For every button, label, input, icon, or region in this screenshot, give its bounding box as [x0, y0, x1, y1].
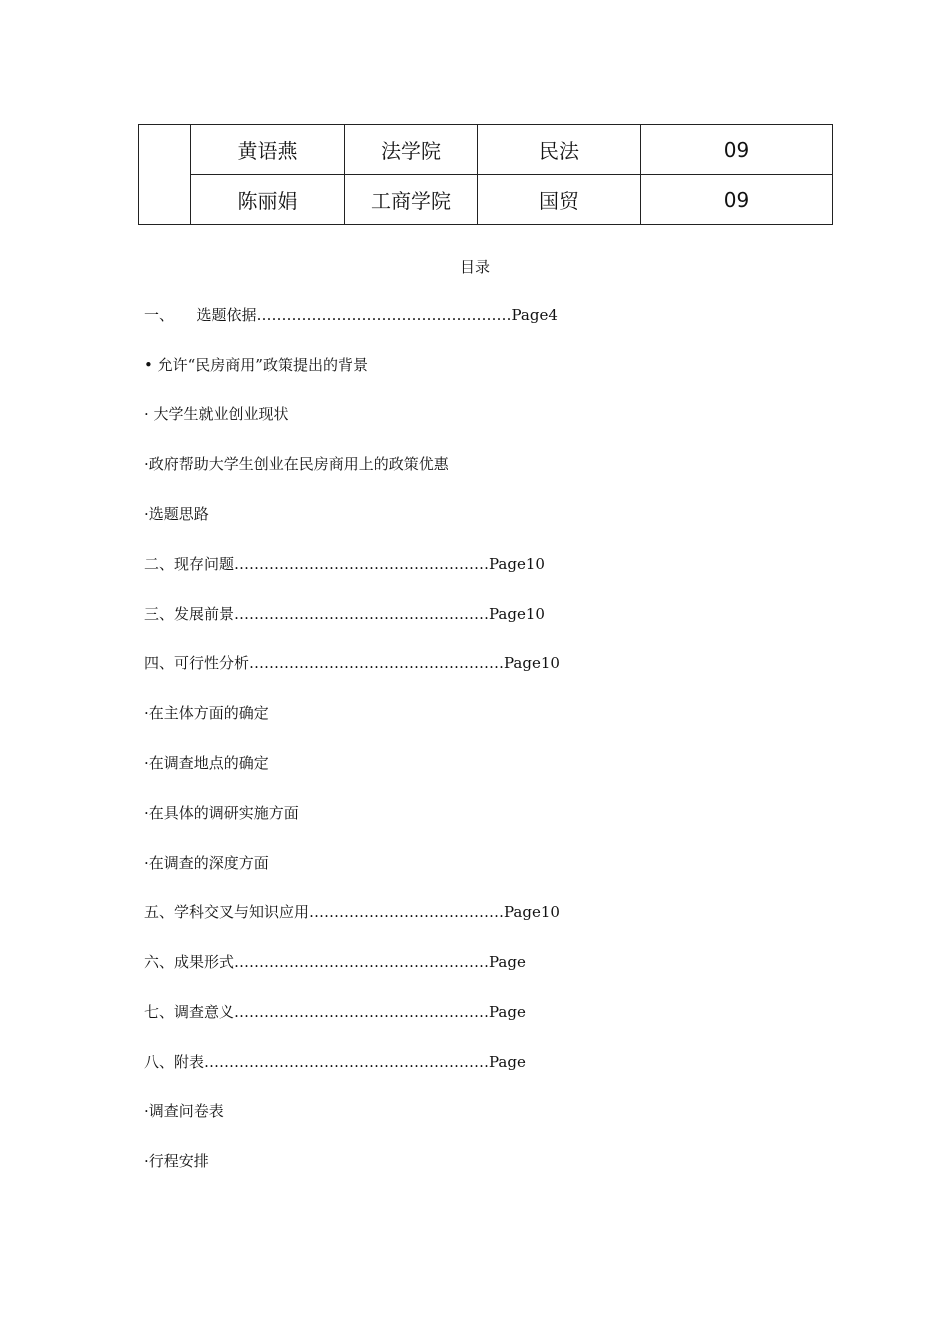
member-major: 民法 [478, 125, 641, 175]
member-major: 国贸 [478, 175, 641, 225]
toc-entry: 六、成果形式……………………………………………Page [144, 953, 526, 971]
toc-entry: ·政府帮助大学生创业在民房商用上的政策优惠 [144, 455, 449, 473]
toc-entry: 五、学科交叉与知识应用…………………………………Page10 [144, 903, 560, 921]
toc-entry: ·在具体的调研实施方面 [144, 804, 299, 822]
toc-entry: ·在调查地点的确定 [144, 754, 269, 772]
toc-entry: ·在调查的深度方面 [144, 854, 269, 872]
member-name: 黄语燕 [191, 125, 345, 175]
toc-entry: 二、现存问题……………………………………………Page10 [144, 555, 545, 573]
toc-entry: 七、调查意义……………………………………………Page [144, 1003, 526, 1021]
member-grade: 09 [641, 175, 833, 225]
merged-cell [139, 125, 191, 225]
member-name: 陈丽娟 [191, 175, 345, 225]
toc-entry: 一、 选题依据……………………………………………Page4 [144, 306, 558, 324]
toc-entry: ·在主体方面的确定 [144, 704, 269, 722]
toc-title: 目录 [459, 258, 490, 276]
toc-entry: ·选题思路 [144, 505, 209, 523]
table-row [139, 175, 833, 225]
toc-entry: • 允许“民房商用”政策提出的背景 [144, 356, 368, 374]
toc-entry: ·调查问卷表 [144, 1102, 224, 1120]
member-grade: 09 [641, 125, 833, 175]
toc-entry: 八、附表…………………………………………………Page [144, 1053, 526, 1071]
toc-entry: 三、发展前景……………………………………………Page10 [144, 605, 545, 623]
toc-entry: 四、可行性分析……………………………………………Page10 [144, 654, 560, 672]
toc-entry: · 大学生就业创业现状 [144, 405, 289, 423]
members-table [138, 124, 833, 225]
toc-entry: ·行程安排 [144, 1152, 209, 1170]
member-college: 法学院 [345, 125, 478, 175]
table-row [139, 125, 833, 175]
member-college: 工商学院 [345, 175, 478, 225]
